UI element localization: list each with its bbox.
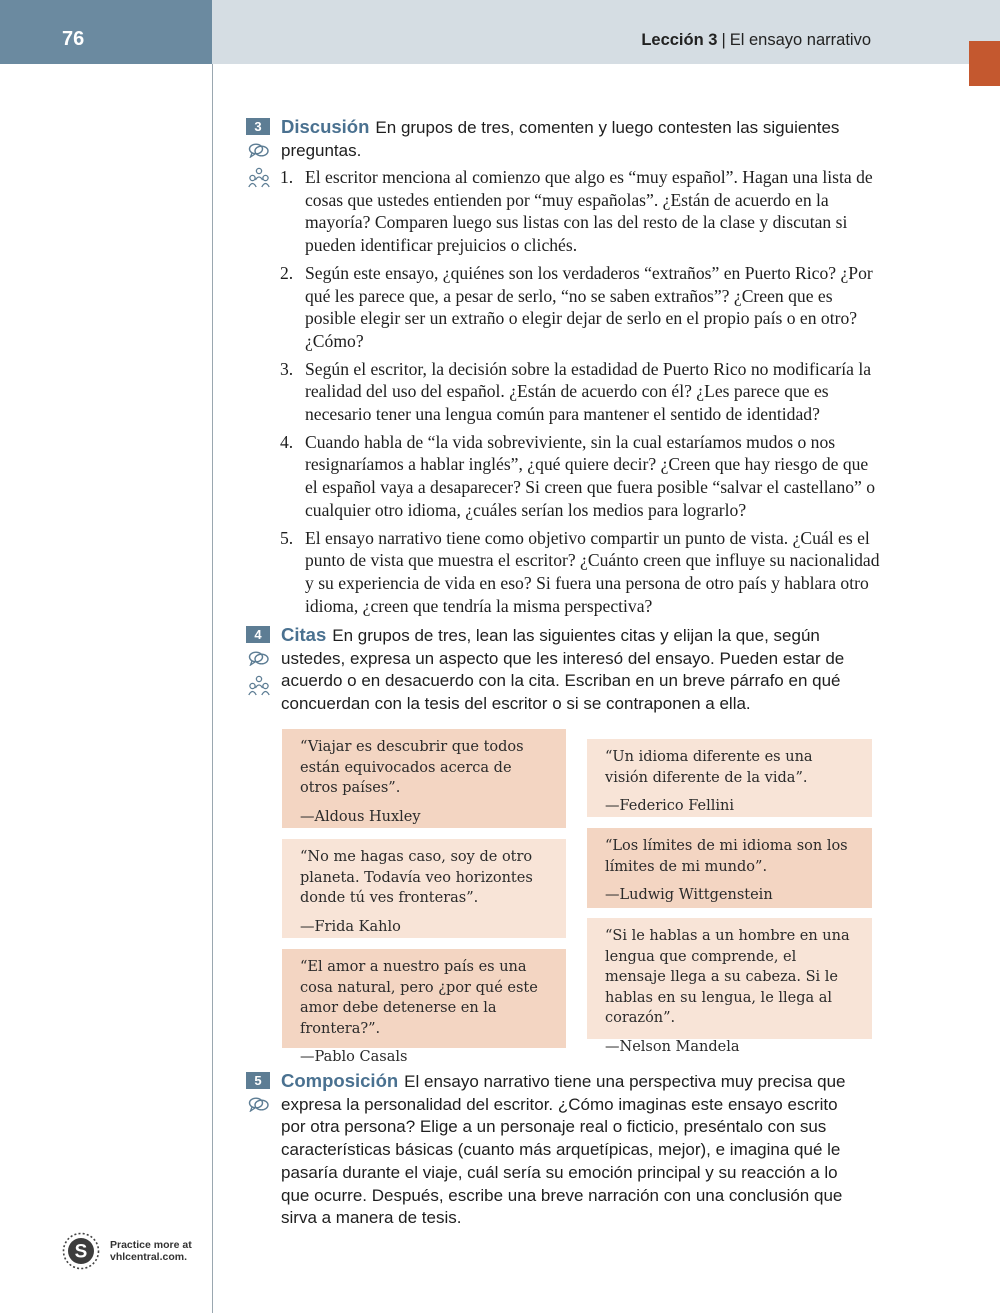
quote-card [282, 839, 566, 938]
question-text: Cuando habla de “la vida sobreviviente, sin la cual estaríamos mudos o nos resignaríamos a hablar inglés”, ¿qué quiere decir? ¿Creen que hay riesgo de que el español vaya a desaparecer? Si creen que fuera posible “salvar el castellano” o cualquier otro idioma, ¿cuáles serían los medios para lograrlo? [305, 431, 876, 520]
quote-text: “El amor a nuestro país es una cosa natural, pero ¿por qué este amor debe detenerse en la frontera?”. [300, 959, 538, 1037]
list-item [280, 262, 880, 353]
activity-text: El ensayo narrativo tiene una perspectiva muy precisa que expresa la personalidad del escritor. ¿Cómo imaginas este ensayo escrito por otra persona? Elige a un personaje real o ficticio, preséntalo con sus características básicas (cuanto más arquetípicas, mejor), e imagina qué le pasaría durante el viaje, cuál sería su emoción principal y su reacción a lo que ocurre. Después, escribe una breve narración con una conclusión que sirva a manera de tesis. [281, 1072, 846, 1228]
lesson-heading [641, 31, 871, 50]
quote-card [587, 918, 872, 1055]
quote-author: —Ludwig Wittgenstein [605, 887, 773, 904]
activity-title: Composición [281, 1070, 399, 1091]
question-number: 5. [280, 527, 294, 548]
quote-text: “Los límites de mi idioma son los límites de mi mundo”. [605, 838, 848, 875]
quote-text: “Si le hablas a un hombre en una lengua que comprende, el mensaje llega a su cabeza. Si le hablas en su lengua, le llega al corazón”. [605, 928, 850, 1027]
conversation-icon [248, 650, 270, 666]
activity-title: Discusión [281, 116, 370, 137]
lesson-label: Lección 3 [641, 31, 718, 49]
quote-author: —Frida Kahlo [300, 918, 401, 935]
page-number-box [0, 0, 212, 64]
practice-more-link[interactable] [62, 1232, 192, 1270]
quote-card [587, 828, 872, 908]
practice-line1: Practice more at [110, 1239, 192, 1251]
page-number: 76 [62, 28, 85, 50]
quote-author: —Aldous Huxley [300, 808, 421, 825]
activity-discusion [246, 116, 886, 162]
quote-card [282, 729, 566, 828]
supersite-logo-icon [62, 1232, 100, 1270]
activity-citas [246, 624, 886, 716]
question-text: El ensayo narrativo tiene como objetivo compartir un punto de vista. ¿Cuál es el punto de vista que muestra el escritor? ¿Cuánto creen que influye su nacionalidad y su experiencia de vida en eso? Si fuera una persona de otro país y hablara otro idioma, ¿creen que tendría la misma perspectiva? [305, 527, 880, 616]
quote-text: “Viajar es descubrir que todos están equivocados acerca de otros países”. [300, 739, 524, 797]
question-number: 4. [280, 431, 294, 452]
activity-instructions [281, 1070, 863, 1230]
activity-number: 4 [246, 626, 270, 643]
activity-instructions [281, 116, 886, 162]
list-item [280, 166, 880, 257]
list-item [280, 358, 880, 426]
quote-author: —Pablo Casals [300, 1049, 408, 1066]
logo-letter: S [74, 1241, 88, 1263]
margin-divider [212, 64, 213, 1313]
question-number: 2. [280, 262, 294, 283]
group-icon [248, 675, 270, 697]
instructions-line2: preguntas. [281, 140, 362, 160]
quote-card [587, 739, 872, 817]
activity-text: En grupos de tres, lean las siguientes citas y elijan la que, según ustedes, expresa un aspecto que les interesó del ensayo. Pueden estar de acuerdo o en desacuerdo con la cita. Escriban en un breve párrafo en qué concuerdan con la tesis del escritor o si se contraponen a ella. [281, 626, 845, 714]
chapter-tab [969, 41, 1000, 86]
list-item [280, 527, 880, 618]
question-list [280, 166, 880, 622]
quote-text: “No me hagas caso, soy de otro planeta. Todavía veo horizontes donde tú ves fronteras”. [300, 849, 533, 907]
instructions-line1: En grupos de tres, comenten y luego contesten las siguientes [375, 118, 840, 137]
question-text: Según el escritor, la decisión sobre la estadidad de Puerto Rico no modificaría la realidad del uso del español. ¿Están de acuerdo con él? ¿Les parece que es necesario tener una lengua común para mantener el sentido de identidad? [305, 358, 872, 425]
conversation-icon [248, 1096, 270, 1112]
activity-composicion [246, 1070, 886, 1230]
quote-text: “Un idioma diferente es una visión diferente de la vida”. [605, 749, 813, 786]
conversation-icon [248, 142, 270, 158]
practice-line2: vhlcentral.com. [110, 1251, 188, 1263]
lesson-separator: | [721, 31, 726, 49]
activity-number: 5 [246, 1072, 270, 1089]
activity-instructions [281, 624, 871, 716]
lesson-title: El ensayo narrativo [729, 31, 871, 49]
activity-number: 3 [246, 118, 270, 135]
quote-author: —Nelson Mandela [605, 1038, 740, 1055]
question-text: Según este ensayo, ¿quiénes son los verdaderos “extraños” en Puerto Rico? ¿Por qué les parece que, a pesar de serlo, “no se saben extraños”? ¿Creen que es posible elegir ser un extraño o elegir dejar de serlo en el propio país o en otro? ¿Cómo? [305, 262, 873, 351]
quote-card [282, 949, 566, 1066]
practice-text [110, 1239, 192, 1263]
question-number: 1. [280, 167, 294, 187]
question-text: El escritor menciona al comienzo que algo es “muy español”. Hagan una lista de cosas que ustedes entienden por “muy españolas”. ¿Están de acuerdo en la mayoría? Comparen luego sus listas con las del resto de la clase y discutan si pueden identificar prejuicios o clichés. [305, 167, 873, 256]
group-icon [248, 167, 270, 189]
header-bar [212, 0, 1000, 64]
quote-author: —Federico Fellini [605, 798, 734, 815]
question-number: 3. [280, 358, 294, 379]
activity-title: Citas [281, 624, 327, 645]
list-item [280, 431, 880, 522]
